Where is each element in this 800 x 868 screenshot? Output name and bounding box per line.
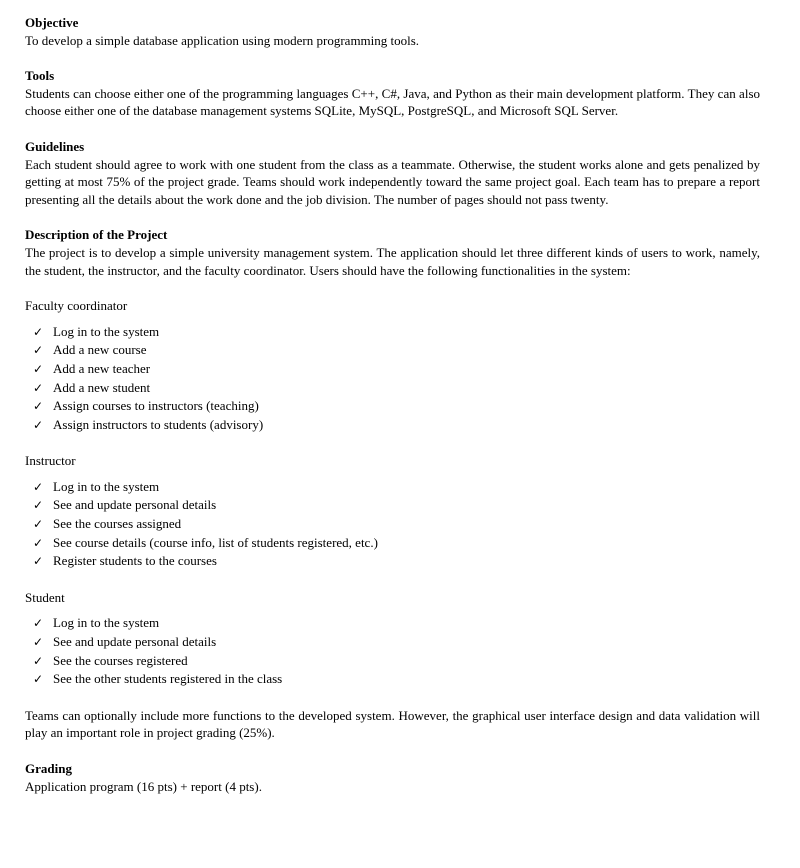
check-icon: ✓ bbox=[33, 324, 44, 339]
tools-heading: Tools bbox=[25, 68, 55, 84]
list-item: ✓ See and update personal details bbox=[33, 496, 760, 515]
list-item: ✓ Log in to the system bbox=[33, 478, 760, 497]
student-section bbox=[25, 589, 760, 689]
extra-text: Teams can optionally include more functions to the developed system. However, the graphical user interface design and data validation will play an important role in project grading (25%). bbox=[25, 707, 760, 741]
student-list bbox=[25, 614, 760, 688]
check-icon: ✓ bbox=[33, 479, 44, 494]
check-icon: ✓ bbox=[33, 672, 44, 687]
instructor-section bbox=[25, 452, 760, 571]
coordinator-title: Faculty coordinator bbox=[25, 298, 128, 314]
description-text: The project is to develop a simple university management system. The application should let three different kinds of users to work, namely, the student, the instructor, and the faculty coordinator. Users should have the following functionalities in the system: bbox=[25, 244, 760, 278]
list-item: ✓ Assign courses to instructors (teaching) bbox=[33, 397, 760, 416]
list-item: ✓ See and update personal details bbox=[33, 633, 760, 652]
list-item: ✓ Log in to the system bbox=[33, 614, 760, 633]
check-icon: ✓ bbox=[33, 399, 44, 414]
grading-section bbox=[25, 760, 760, 795]
guidelines-text: Each student should agree to work with one student from the class as a teammate. Otherwise, the student works alone and gets penalized by getting at most 75% of the project grade. Teams should work independently toward the same project goal. Each team has to prepare a report presenting all the details about the work done and the job division. The number of pages should not pass twenty. bbox=[25, 156, 760, 207]
guidelines-heading: Guidelines bbox=[25, 138, 85, 154]
list-item: ✓ Add a new student bbox=[33, 379, 760, 398]
objective-section bbox=[25, 14, 760, 49]
grading-text: Application program (16 pts) + report (4 pts). bbox=[25, 778, 262, 794]
check-icon: ✓ bbox=[33, 517, 44, 532]
tools-text: Students can choose either one of the programming languages C++, C#, Java, and Python as their main development platform. They can also choose either one of the database management systems SQLite, MySQL, PostgreSQL, and Microsoft SQL Server. bbox=[25, 85, 760, 119]
list-item: ✓ Add a new course bbox=[33, 341, 760, 360]
objective-heading: Objective bbox=[25, 15, 79, 30]
list-item: ✓ See the courses assigned bbox=[33, 515, 760, 534]
list-item: ✓ See course details (course info, list of students registered, etc.) bbox=[33, 534, 760, 553]
tools-section bbox=[25, 67, 760, 120]
list-item: ✓ See the courses registered bbox=[33, 652, 760, 671]
extra-section bbox=[25, 707, 760, 742]
objective-text: To develop a simple database application using modern programming tools. bbox=[25, 32, 420, 48]
list-item: ✓ See the other students registered in the class bbox=[33, 670, 760, 689]
list-item: ✓ Log in to the system bbox=[33, 323, 760, 342]
list-item: ✓ Assign instructors to students (advisory) bbox=[33, 416, 760, 435]
grading-heading: Grading bbox=[25, 761, 72, 776]
check-icon: ✓ bbox=[33, 554, 44, 569]
student-title: Student bbox=[25, 589, 65, 605]
check-icon: ✓ bbox=[33, 361, 44, 376]
instructor-title: Instructor bbox=[25, 453, 76, 469]
instructor-list bbox=[25, 478, 760, 571]
check-icon: ✓ bbox=[33, 616, 44, 631]
description-heading: Description of the Project bbox=[25, 227, 168, 243]
check-icon: ✓ bbox=[33, 635, 44, 650]
list-item: ✓ Add a new teacher bbox=[33, 360, 760, 379]
check-icon: ✓ bbox=[33, 343, 44, 358]
check-icon: ✓ bbox=[33, 417, 44, 432]
check-icon: ✓ bbox=[33, 380, 44, 395]
check-icon: ✓ bbox=[33, 653, 44, 668]
list-item: ✓ Register students to the courses bbox=[33, 552, 760, 571]
coordinator-section bbox=[25, 297, 760, 434]
guidelines-section bbox=[25, 138, 760, 208]
coordinator-list bbox=[25, 323, 760, 435]
description-section bbox=[25, 226, 760, 279]
check-icon: ✓ bbox=[33, 535, 44, 550]
check-icon: ✓ bbox=[33, 498, 44, 513]
